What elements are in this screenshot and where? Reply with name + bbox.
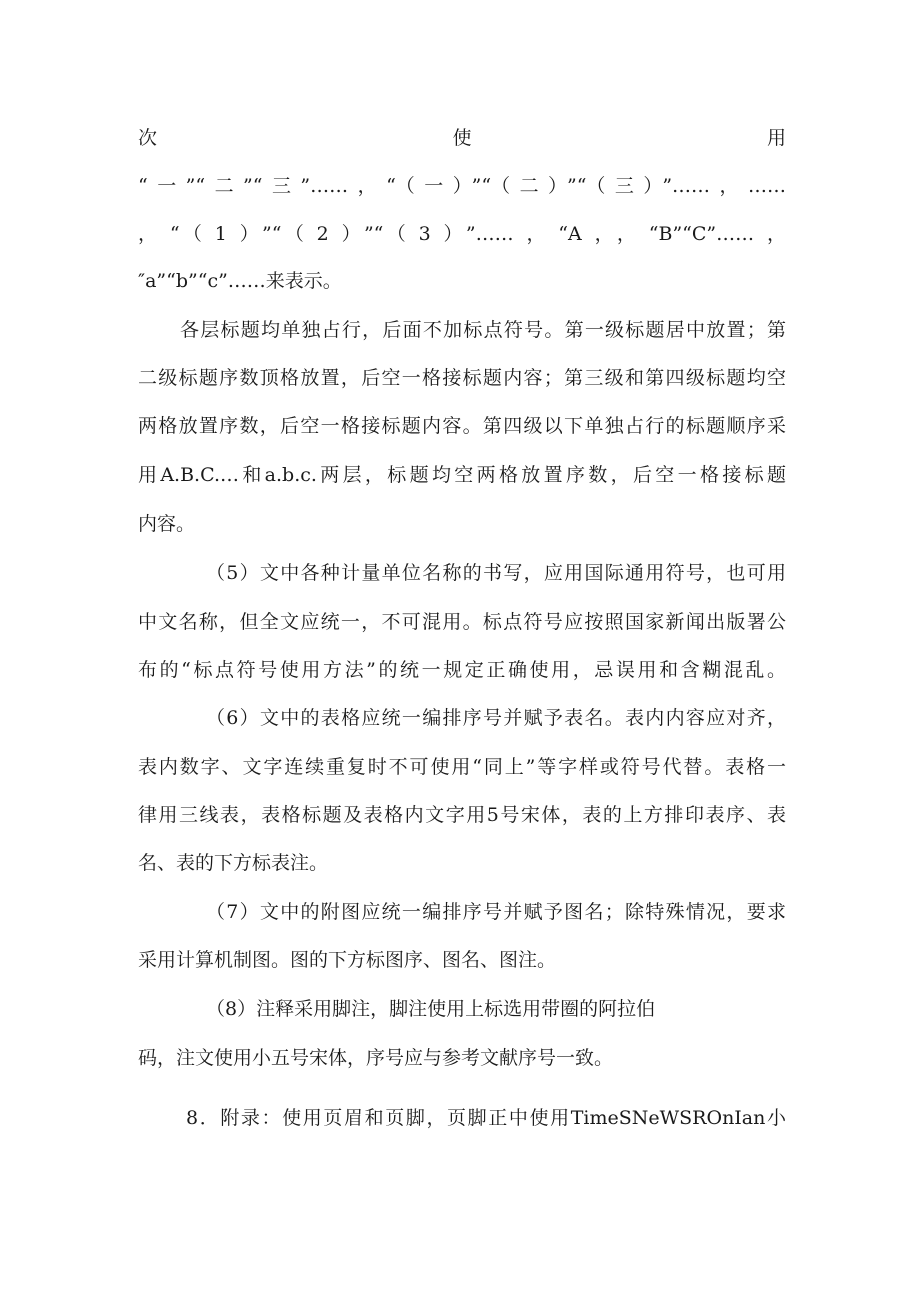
section-heading-line: 8．附录：使用页眉和页脚，页脚正中使用TimeSNeWSROnIan小 <box>186 1107 786 1129</box>
char-shi: 使 <box>452 127 472 149</box>
text-line: 码，注文使用小五号宋体，序号应与参考文献序号一致。 <box>138 1047 614 1069</box>
text-line: 用A.B.C.…和a.b.c.两层，标题均空两格放置序数，后空一格接标题 <box>138 464 786 486</box>
paragraph-first-line: （8）注释采用脚注，脚注使用上标选用带圈的阿拉伯 <box>206 998 656 1020</box>
text-line: 采用计算机制图。图的下方标图序、图名、图注。 <box>138 949 557 971</box>
text-line: 二级标题序数顶格放置，后空一格接标题内容；第三级和第四级标题均空 <box>138 367 786 389</box>
paragraph-first-line: （5）文中各种计量单位名称的书写，应用国际通用符号，也可用 <box>206 562 786 584</box>
text-line: 名、表的下方标表注。 <box>138 852 329 874</box>
text-line: 内容。 <box>138 513 196 535</box>
paragraph-first-line: （6）文中的表格应统一编排序号并赋予表名。表内内容应对齐， <box>206 707 786 729</box>
text-line: 两格放置序数，后空一格接标题内容。第四级以下单独占行的标题顺序采 <box>138 415 786 437</box>
text-line: 表内数字、文字连续重复时不可使用“同上”等字样或符号代替。表格一 <box>138 756 786 778</box>
paragraph-first-line: 各层标题均单独占行，后面不加标点符号。第一级标题居中放置；第 <box>180 319 786 341</box>
paragraph-first-line: （7）文中的附图应统一编排序号并赋予图名；除特殊情况，要求 <box>206 901 786 923</box>
text-line: ″a”“b”“c”……来表示。 <box>138 270 342 292</box>
text-line: 中文名称，但全文应统一，不可混用。标点符号应按照国家新闻出版署公 <box>138 611 786 633</box>
text-line: 布的“标点符号使用方法”的统一规定正确使用，忌误用和含糊混乱。 <box>138 659 786 681</box>
text-line: 律用三线表，表格标题及表格内文字用5号宋体，表的上方排印表序、表 <box>138 804 786 826</box>
char-ci: 次 <box>138 127 158 149</box>
text-line: ，“（1）”“（2）”“（3）”……，“A，，“B”“C”……， <box>138 223 786 245</box>
text-line-spread <box>138 126 786 150</box>
text-line: “一”“二”“三”……，“（一）”“（二）”“（三）”……，…… <box>138 175 786 197</box>
char-yong: 用 <box>766 127 786 149</box>
